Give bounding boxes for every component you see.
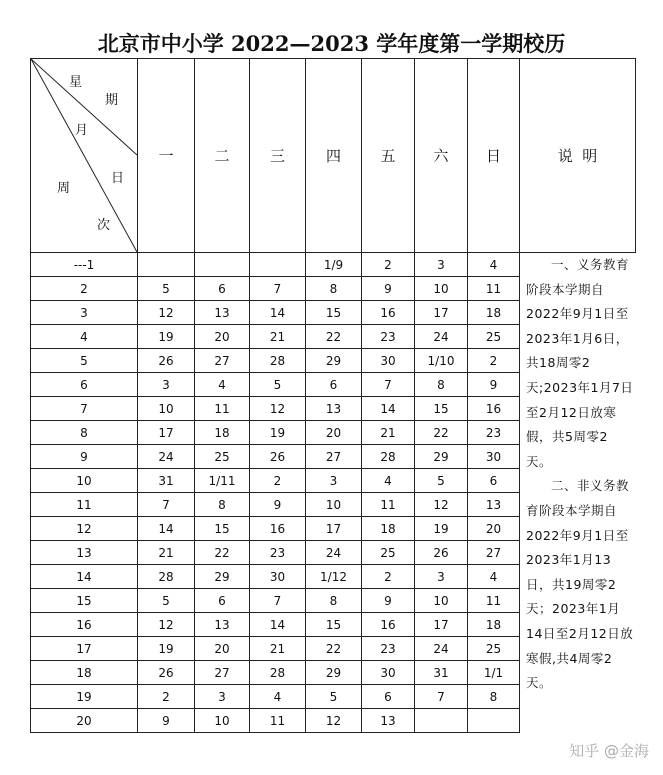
date-cell: 16 — [362, 301, 415, 325]
date-cell: 22 — [195, 541, 250, 565]
date-cell: 12 — [138, 301, 195, 325]
week-number-cell: ---1 — [31, 253, 138, 277]
note-paragraph: 一、义务教育阶段本学期自2022年9月1日至2023年1月6日，共18周零2天;2023年1月7日至2月12日放寒假，共5周零2天。 — [526, 257, 634, 469]
week-number-cell: 19 — [31, 685, 138, 709]
date-cell: 10 — [195, 709, 250, 733]
date-cell: 14 — [250, 613, 306, 637]
date-cell: 12 — [138, 613, 195, 637]
date-cell: 15 — [195, 517, 250, 541]
date-cell: 20 — [195, 325, 250, 349]
date-cell: 2 — [468, 349, 520, 373]
date-cell: 10 — [138, 397, 195, 421]
date-cell: 18 — [195, 421, 250, 445]
date-cell: 26 — [138, 661, 195, 685]
week-number-cell: 17 — [31, 637, 138, 661]
date-cell: 12 — [306, 709, 362, 733]
corner-label-ci: 次 — [97, 218, 111, 233]
date-cell: 5 — [250, 373, 306, 397]
week-number-cell: 16 — [31, 613, 138, 637]
week-number-cell: 9 — [31, 445, 138, 469]
date-cell: 11 — [250, 709, 306, 733]
date-cell: 29 — [306, 661, 362, 685]
week-number-cell: 13 — [31, 541, 138, 565]
week-number-cell: 20 — [31, 709, 138, 733]
date-cell: 17 — [306, 517, 362, 541]
date-cell: 30 — [468, 445, 520, 469]
date-cell: 4 — [468, 253, 520, 277]
date-cell: 10 — [415, 589, 468, 613]
date-cell: 16 — [362, 613, 415, 637]
date-cell: 2 — [362, 253, 415, 277]
notes-cell — [520, 253, 636, 733]
date-cell — [138, 253, 195, 277]
date-cell: 10 — [415, 277, 468, 301]
week-number-cell: 15 — [31, 589, 138, 613]
date-cell: 7 — [250, 277, 306, 301]
date-cell — [195, 253, 250, 277]
date-cell: 6 — [362, 685, 415, 709]
date-cell: 7 — [250, 589, 306, 613]
week-number-cell: 18 — [31, 661, 138, 685]
week-number-cell: 5 — [31, 349, 138, 373]
date-cell: 19 — [138, 637, 195, 661]
week-number-cell: 2 — [31, 277, 138, 301]
week-number-cell: 14 — [31, 565, 138, 589]
day-header-wed: 三 — [250, 59, 306, 253]
date-cell: 5 — [306, 685, 362, 709]
date-cell: 1/10 — [415, 349, 468, 373]
date-cell: 22 — [306, 637, 362, 661]
date-cell: 30 — [362, 349, 415, 373]
date-cell: 28 — [362, 445, 415, 469]
date-cell: 8 — [468, 685, 520, 709]
day-header-mon: 一 — [138, 59, 195, 253]
date-cell: 31 — [415, 661, 468, 685]
date-cell: 6 — [468, 469, 520, 493]
date-cell: 8 — [415, 373, 468, 397]
date-cell — [250, 253, 306, 277]
date-cell: 1/9 — [306, 253, 362, 277]
date-cell: 10 — [306, 493, 362, 517]
date-cell: 9 — [468, 373, 520, 397]
week-number-cell: 10 — [31, 469, 138, 493]
date-cell: 26 — [250, 445, 306, 469]
date-cell: 5 — [138, 277, 195, 301]
date-cell: 6 — [195, 589, 250, 613]
date-cell: 26 — [415, 541, 468, 565]
date-cell: 31 — [138, 469, 195, 493]
date-cell: 17 — [415, 301, 468, 325]
date-cell: 4 — [468, 565, 520, 589]
date-cell: 4 — [362, 469, 415, 493]
date-cell: 15 — [415, 397, 468, 421]
day-header-thu: 四 — [306, 59, 362, 253]
date-cell: 21 — [138, 541, 195, 565]
date-cell: 8 — [306, 589, 362, 613]
date-cell: 24 — [306, 541, 362, 565]
date-cell: 2 — [138, 685, 195, 709]
date-cell: 18 — [468, 613, 520, 637]
date-cell: 2 — [250, 469, 306, 493]
date-cell: 8 — [306, 277, 362, 301]
date-cell: 20 — [468, 517, 520, 541]
date-cell: 24 — [415, 325, 468, 349]
date-cell: 29 — [306, 349, 362, 373]
date-cell: 30 — [250, 565, 306, 589]
day-header-tue: 二 — [195, 59, 250, 253]
corner-cell — [31, 59, 138, 253]
date-cell: 11 — [468, 277, 520, 301]
date-cell: 19 — [138, 325, 195, 349]
date-cell: 24 — [138, 445, 195, 469]
date-cell: 15 — [306, 613, 362, 637]
date-cell: 17 — [415, 613, 468, 637]
date-cell: 26 — [138, 349, 195, 373]
day-header-fri: 五 — [362, 59, 415, 253]
week-number-cell: 7 — [31, 397, 138, 421]
calendar-table — [30, 58, 636, 733]
corner-label-zhou: 周 — [57, 181, 71, 196]
date-cell: 23 — [250, 541, 306, 565]
date-cell: 1/11 — [195, 469, 250, 493]
week-number-cell: 11 — [31, 493, 138, 517]
date-cell — [468, 709, 520, 733]
date-cell: 9 — [250, 493, 306, 517]
diagonal-lines — [31, 59, 137, 252]
date-cell: 14 — [250, 301, 306, 325]
watermark: 知乎 @金海 — [569, 742, 649, 760]
date-cell: 13 — [195, 613, 250, 637]
date-cell: 6 — [195, 277, 250, 301]
date-cell: 12 — [415, 493, 468, 517]
date-cell: 11 — [362, 493, 415, 517]
date-cell: 9 — [362, 589, 415, 613]
day-header-sat: 六 — [415, 59, 468, 253]
date-cell: 28 — [250, 349, 306, 373]
date-cell: 18 — [468, 301, 520, 325]
date-cell: 25 — [468, 325, 520, 349]
date-cell: 4 — [250, 685, 306, 709]
day-header-sun: 日 — [468, 59, 520, 253]
corner-label-yue: 月 — [75, 123, 89, 138]
date-cell: 29 — [195, 565, 250, 589]
date-cell: 24 — [415, 637, 468, 661]
date-cell: 18 — [362, 517, 415, 541]
date-cell: 22 — [306, 325, 362, 349]
corner-label-xingqi-b: 期 — [105, 93, 119, 108]
date-cell: 3 — [415, 253, 468, 277]
date-cell: 21 — [250, 637, 306, 661]
date-cell: 1/12 — [306, 565, 362, 589]
date-cell: 7 — [362, 373, 415, 397]
corner-label-xingqi-a: 星 — [69, 75, 83, 90]
notes-header: 说 明 — [520, 59, 636, 253]
date-cell: 5 — [415, 469, 468, 493]
note-paragraph: 二、非义务教育阶段本学期自2022年9月1日至2023年1月13日，共19周零2天；2023年1月14日至2月12日放寒假,共4周零2天。 — [526, 478, 634, 691]
date-cell: 28 — [138, 565, 195, 589]
date-cell: 17 — [138, 421, 195, 445]
date-cell: 20 — [306, 421, 362, 445]
date-cell: 8 — [195, 493, 250, 517]
date-cell: 15 — [306, 301, 362, 325]
date-cell: 4 — [195, 373, 250, 397]
date-cell: 1/1 — [468, 661, 520, 685]
date-cell: 25 — [195, 445, 250, 469]
date-cell: 19 — [415, 517, 468, 541]
date-cell: 3 — [195, 685, 250, 709]
date-cell: 13 — [362, 709, 415, 733]
date-cell: 11 — [468, 589, 520, 613]
date-cell: 27 — [195, 349, 250, 373]
week-number-cell: 12 — [31, 517, 138, 541]
date-cell: 27 — [468, 541, 520, 565]
date-cell: 25 — [362, 541, 415, 565]
date-cell: 2 — [362, 565, 415, 589]
week-number-cell: 6 — [31, 373, 138, 397]
page-title: 北京市中小学 2022—2023 学年度第一学期校历 — [97, 31, 566, 56]
date-cell: 3 — [415, 565, 468, 589]
date-cell: 30 — [362, 661, 415, 685]
date-cell: 13 — [468, 493, 520, 517]
date-cell: 25 — [468, 637, 520, 661]
date-cell: 6 — [306, 373, 362, 397]
date-cell: 9 — [362, 277, 415, 301]
date-cell: 13 — [306, 397, 362, 421]
week-number-cell: 4 — [31, 325, 138, 349]
date-cell: 3 — [138, 373, 195, 397]
date-cell: 22 — [415, 421, 468, 445]
table-row — [31, 253, 636, 277]
date-cell: 14 — [138, 517, 195, 541]
date-cell: 9 — [138, 709, 195, 733]
week-number-cell: 3 — [31, 301, 138, 325]
date-cell: 11 — [195, 397, 250, 421]
date-cell: 14 — [362, 397, 415, 421]
date-cell: 27 — [195, 661, 250, 685]
date-cell: 16 — [468, 397, 520, 421]
date-cell: 21 — [362, 421, 415, 445]
date-cell: 5 — [138, 589, 195, 613]
date-cell: 23 — [468, 421, 520, 445]
corner-label-ri: 日 — [111, 171, 125, 186]
week-number-cell: 8 — [31, 421, 138, 445]
date-cell: 23 — [362, 325, 415, 349]
date-cell: 23 — [362, 637, 415, 661]
date-cell: 19 — [250, 421, 306, 445]
date-cell: 13 — [195, 301, 250, 325]
date-cell: 12 — [250, 397, 306, 421]
date-cell: 27 — [306, 445, 362, 469]
date-cell: 20 — [195, 637, 250, 661]
date-cell — [415, 709, 468, 733]
date-cell: 7 — [415, 685, 468, 709]
header-row — [31, 59, 636, 253]
date-cell: 28 — [250, 661, 306, 685]
date-cell: 3 — [306, 469, 362, 493]
date-cell: 7 — [138, 493, 195, 517]
date-cell: 21 — [250, 325, 306, 349]
date-cell: 16 — [250, 517, 306, 541]
date-cell: 29 — [415, 445, 468, 469]
